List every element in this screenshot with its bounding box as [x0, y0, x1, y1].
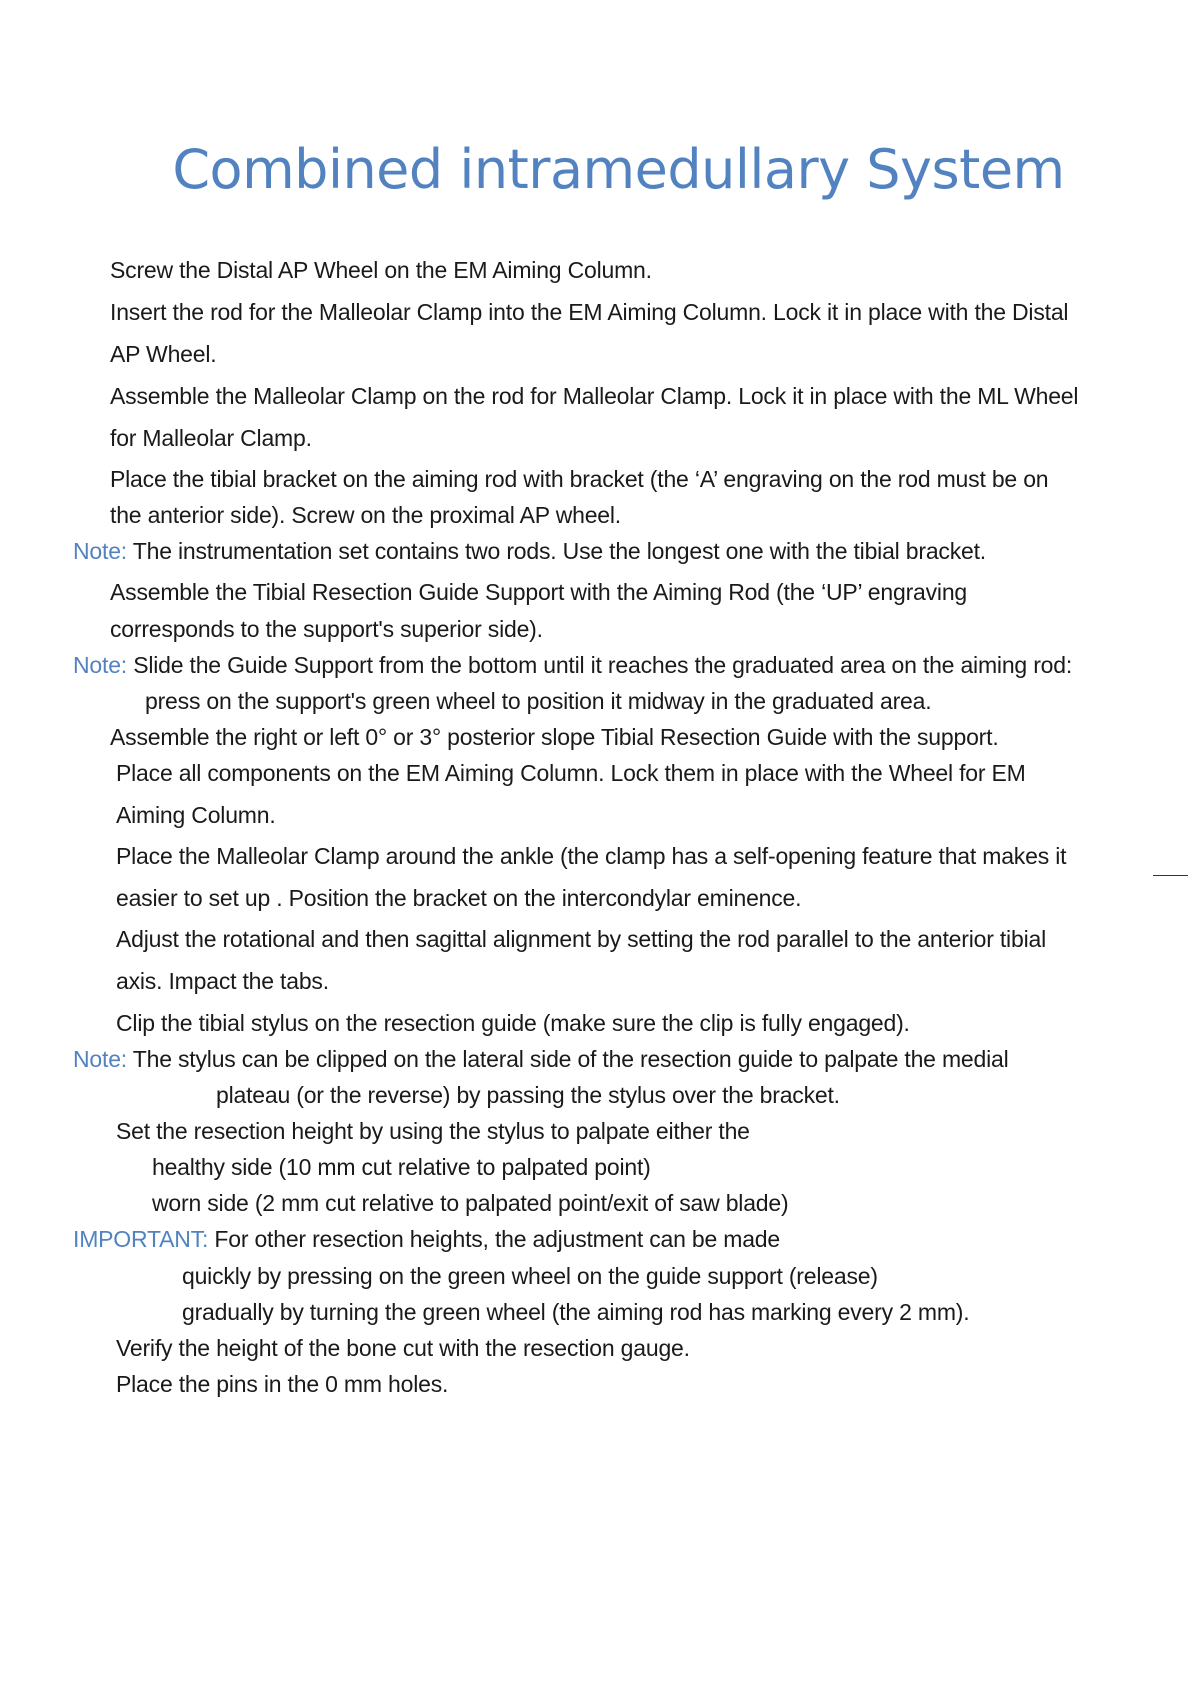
instruction-line: Aiming Column.: [116, 802, 276, 828]
note-label: Note:: [73, 652, 127, 678]
margin-rule: [1153, 875, 1188, 876]
instruction-line: Place all components on the EM Aiming Column. Lock them in place with the Wheel for EM: [116, 760, 1026, 786]
note-text: Slide the Guide Support from the bottom until it reaches the graduated area on the aiming rod:: [133, 652, 1073, 678]
sub-item-line: worn side (2 mm cut relative to palpated point/exit of saw blade): [152, 1190, 789, 1216]
note-continuation: press on the support's green wheel to position it midway in the graduated area.: [145, 688, 932, 714]
instruction-line: Set the resection height by using the stylus to palpate either the: [116, 1118, 750, 1144]
sub-item-line: gradually by turning the green wheel (the aiming rod has marking every 2 mm).: [182, 1299, 970, 1325]
important-label: IMPORTANT:: [73, 1226, 209, 1252]
instruction-line: Place the Malleolar Clamp around the ankle (the clamp has a self-opening feature that makes it: [116, 843, 1067, 869]
note-line: [73, 1044, 1009, 1074]
instruction-line: Insert the rod for the Malleolar Clamp into the EM Aiming Column. Lock it in place with the Distal: [110, 299, 1069, 325]
instruction-line: Adjust the rotational and then sagittal alignment by setting the rod parallel to the anterior tibial: [116, 926, 1046, 952]
note-line: [73, 536, 986, 566]
instruction-line: corresponds to the support's superior side).: [110, 616, 543, 642]
instruction-line: Place the tibial bracket on the aiming rod with bracket (the ‘A’ engraving on the rod must be on: [110, 466, 1049, 492]
instruction-line: Screw the Distal AP Wheel on the EM Aiming Column.: [110, 257, 652, 283]
sub-item-line: quickly by pressing on the green wheel on the guide support (release): [182, 1263, 878, 1289]
note-text: The stylus can be clipped on the lateral side of the resection guide to palpate the medial: [132, 1046, 1009, 1072]
note-line: [73, 650, 1072, 680]
note-label: Note:: [73, 538, 127, 564]
page-title: Combined intramedullary System: [172, 138, 1065, 201]
instruction-line: Verify the height of the bone cut with the resection gauge.: [116, 1335, 690, 1361]
instruction-line: Place the pins in the 0 mm holes.: [116, 1371, 449, 1397]
important-text: For other resection heights, the adjustment can be made: [214, 1226, 780, 1252]
instruction-line: the anterior side). Screw on the proximal AP wheel.: [110, 502, 621, 528]
instruction-line: AP Wheel.: [110, 341, 217, 367]
instruction-line: easier to set up . Position the bracket on the intercondylar eminence.: [116, 885, 802, 911]
note-continuation: plateau (or the reverse) by passing the stylus over the bracket.: [216, 1082, 840, 1108]
note-label: Note:: [73, 1046, 127, 1072]
instruction-line: Assemble the Malleolar Clamp on the rod for Malleolar Clamp. Lock it in place with the ML Wheel: [110, 383, 1079, 409]
sub-item-line: healthy side (10 mm cut relative to palpated point): [152, 1154, 651, 1180]
note-text: The instrumentation set contains two rods. Use the longest one with the tibial bracket.: [132, 538, 986, 564]
instruction-line: Clip the tibial stylus on the resection guide (make sure the clip is fully engaged).: [116, 1010, 910, 1036]
instruction-line: Assemble the Tibial Resection Guide Support with the Aiming Rod (the ‘UP’ engraving: [110, 579, 968, 605]
important-line: [73, 1224, 780, 1254]
instruction-line: axis. Impact the tabs.: [116, 968, 329, 994]
instruction-line: Assemble the right or left 0° or 3° posterior slope Tibial Resection Guide with the support.: [110, 724, 999, 750]
instruction-line: for Malleolar Clamp.: [110, 425, 312, 451]
